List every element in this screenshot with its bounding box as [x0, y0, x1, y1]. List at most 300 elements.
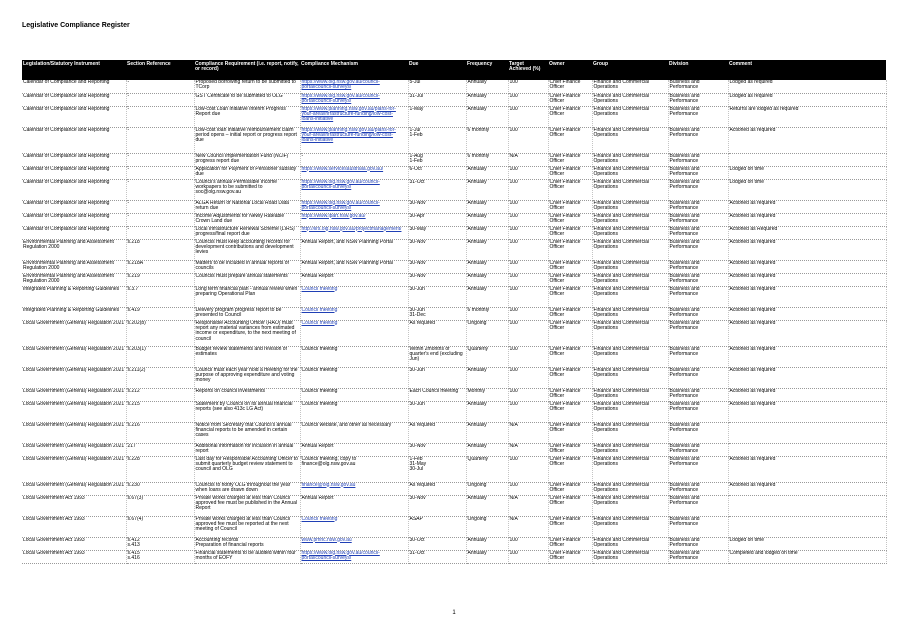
target-cell: 100: [508, 93, 548, 106]
owner-cell: Chief Finance Officer: [548, 200, 592, 213]
division-cell: Business and Performance: [668, 127, 728, 153]
division-cell: Business and Performance: [668, 226, 728, 239]
comment-cell: Lodged on time: [728, 179, 886, 200]
owner-cell: Chief Finance Officer: [548, 422, 592, 443]
legislation-cell: Calendar of Compliance and Reporting: [22, 106, 126, 127]
group-cell: Finance and Commercial Operations: [592, 179, 668, 200]
owner-cell: Chief Finance Officer: [548, 456, 592, 482]
requirement-cell: ALGA Return of National Local Road Data return due: [194, 200, 300, 213]
frequency-cell: Annually: [466, 422, 508, 443]
section-cell: -: [126, 179, 194, 200]
table-row: [22, 273, 886, 286]
frequency-cell: Annually: [466, 273, 508, 286]
section-cell: s.228: [126, 456, 194, 482]
column-header: Compliance Mechanism: [300, 60, 408, 80]
comment-cell: [728, 443, 886, 456]
mechanism-cell[interactable]: Council meeting: [300, 307, 408, 320]
requirement-cell: Statement by Council on its annual financial reports (see also 413c LG Act): [194, 401, 300, 422]
legislation-cell: Local Government (General) Regulation 2021: [22, 320, 126, 346]
comment-cell: [728, 153, 886, 166]
frequency-cell: 6 monthly: [466, 127, 508, 153]
comment-cell: Actioned as required: [728, 286, 886, 307]
mechanism-cell: Annual Report: [300, 443, 408, 456]
due-cell: As required: [408, 422, 466, 443]
mechanism-cell[interactable]: https://www.olg.nsw.gov.au/council-portal/council-surveys/: [300, 80, 408, 93]
target-cell: N/A: [508, 495, 548, 516]
owner-cell: Chief Finance Officer: [548, 226, 592, 239]
group-cell: Finance and Commercial Operations: [592, 443, 668, 456]
division-cell: Business and Performance: [668, 153, 728, 166]
table-row: [22, 179, 886, 200]
comment-cell: [728, 516, 886, 537]
division-cell: Business and Performance: [668, 286, 728, 307]
frequency-cell: Annually: [466, 286, 508, 307]
target-cell: 100: [508, 456, 548, 482]
mechanism-cell: Council meeting: [300, 346, 408, 367]
section-cell: s.419: [126, 307, 194, 320]
comment-cell: Returns are lodged as required: [728, 106, 886, 127]
group-cell: Finance and Commercial Operations: [592, 273, 668, 286]
due-cell: 31-Oct: [408, 550, 466, 563]
table-row: [22, 153, 886, 166]
table-row: [22, 346, 886, 367]
due-cell: 1-Aug 1-Feb: [408, 153, 466, 166]
legislation-cell: Local Government (General) Regulation 2021: [22, 388, 126, 401]
frequency-cell: Annually: [466, 213, 508, 226]
group-cell: Finance and Commercial Operations: [592, 550, 668, 563]
section-cell: s.216: [126, 422, 194, 443]
legislation-cell: Calendar of Compliance and Reporting: [22, 93, 126, 106]
mechanism-cell[interactable]: https://www.olg.nsw.gov.au/council-portal/council-surveys/: [300, 550, 408, 563]
comment-cell: Actioned as required: [728, 320, 886, 346]
legislation-cell: Integrated Planning & Reporting Guidelines: [22, 307, 126, 320]
due-cell: 30-May: [408, 226, 466, 239]
table-header-row: [22, 60, 886, 80]
division-cell: Business and Performance: [668, 200, 728, 213]
requirement-cell: Councils must keep accounting records for development contributions and development levies: [194, 239, 300, 260]
column-header: Compliance Requirement (i.e. report, notify, or record): [194, 60, 300, 80]
table-row: [22, 422, 886, 443]
column-header: Group: [592, 60, 668, 80]
owner-cell: Chief Finance Officer: [548, 166, 592, 179]
table-row: [22, 401, 886, 422]
target-cell: 100: [508, 127, 548, 153]
owner-cell: Chief Finance Officer: [548, 443, 592, 456]
division-cell: Business and Performance: [668, 320, 728, 346]
section-cell: s.203(1): [126, 346, 194, 367]
target-cell: 100: [508, 307, 548, 320]
section-cell: s.211(2): [126, 367, 194, 388]
target-cell: 100: [508, 482, 548, 495]
division-cell: Business and Performance: [668, 213, 728, 226]
requirement-cell: Councils to notify OLG throughout the year when loans are drawn down: [194, 482, 300, 495]
column-header: Target Achieved (%): [508, 60, 548, 80]
group-cell: Finance and Commercial Operations: [592, 80, 668, 93]
frequency-cell: 6 monthly: [466, 153, 508, 166]
requirement-cell: Budget review statements and revision of estimates: [194, 346, 300, 367]
table-row: [22, 550, 886, 563]
group-cell: Finance and Commercial Operations: [592, 166, 668, 179]
table-row: [22, 127, 886, 153]
requirement-cell: Additional information for inclusion in annual report: [194, 443, 300, 456]
legislation-cell: Calendar of Compliance and Reporting: [22, 179, 126, 200]
due-cell: 30-Apr: [408, 213, 466, 226]
division-cell: Business and Performance: [668, 307, 728, 320]
target-cell: 100: [508, 179, 548, 200]
due-cell: 31-Oct: [408, 179, 466, 200]
group-cell: Finance and Commercial Operations: [592, 106, 668, 127]
owner-cell: Chief Finance Officer: [548, 153, 592, 166]
frequency-cell: Annually: [466, 166, 508, 179]
group-cell: Finance and Commercial Operations: [592, 93, 668, 106]
mechanism-cell[interactable]: Council meeting: [300, 320, 408, 346]
frequency-cell: Annually: [466, 495, 508, 516]
group-cell: Finance and Commercial Operations: [592, 226, 668, 239]
table-row: [22, 200, 886, 213]
requirement-cell: Income Adjustments for Newly Rateable Crown Land due: [194, 213, 300, 226]
legislation-cell: Local Government (General) Regulation 2021: [22, 367, 126, 388]
requirement-cell: Delivery program progress report to be presented to Council: [194, 307, 300, 320]
owner-cell: Chief Finance Officer: [548, 106, 592, 127]
due-cell: 30-Jun: [408, 286, 466, 307]
requirement-cell: Accounting records Preparation of financial reports: [194, 537, 300, 550]
group-cell: Finance and Commercial Operations: [592, 153, 668, 166]
section-cell: -: [126, 80, 194, 93]
division-cell: Business and Performance: [668, 422, 728, 443]
target-cell: 100: [508, 537, 548, 550]
mechanism-cell[interactable]: https://www.olg.nsw.gov.au/council-portal/council-surveys/: [300, 179, 408, 200]
table-row: [22, 320, 886, 346]
frequency-cell: Annually: [466, 367, 508, 388]
due-cell: 30-Nov: [408, 200, 466, 213]
owner-cell: Chief Finance Officer: [548, 367, 592, 388]
division-cell: Business and Performance: [668, 260, 728, 273]
group-cell: Finance and Commercial Operations: [592, 401, 668, 422]
legislation-cell: Calendar of Compliance and Reporting: [22, 226, 126, 239]
comment-cell: Actioned as required: [728, 273, 886, 286]
comment-cell: Lodged on time: [728, 537, 886, 550]
frequency-cell: Quarterly: [466, 456, 508, 482]
target-cell: 100: [508, 401, 548, 422]
target-cell: 100: [508, 166, 548, 179]
owner-cell: Chief Finance Officer: [548, 179, 592, 200]
requirement-cell: Reports on council investments: [194, 388, 300, 401]
target-cell: N/A: [508, 443, 548, 456]
mechanism-cell[interactable]: Council meeting: [300, 286, 408, 307]
legislation-cell: Calendar of Compliance and Reporting: [22, 80, 126, 93]
due-cell: As required: [408, 320, 466, 346]
column-header: Owner: [548, 60, 592, 80]
target-cell: N/A: [508, 153, 548, 166]
group-cell: Finance and Commercial Operations: [592, 388, 668, 401]
due-cell: As required: [408, 482, 466, 495]
mechanism-cell[interactable]: https://www.planning.nsw.gov.au/plans-for-your-area/infrastructure-funding/low-cost-loans-initiative: [300, 106, 408, 127]
mechanism-cell: Council meeting: [300, 388, 408, 401]
section-cell: s.67(3): [126, 495, 194, 516]
mechanism-cell[interactable]: https://www.ipart.nsw.gov.au/: [300, 213, 408, 226]
group-cell: Finance and Commercial Operations: [592, 537, 668, 550]
table-row: [22, 495, 886, 516]
owner-cell: Chief Finance Officer: [548, 239, 592, 260]
comment-cell: Lodged on time: [728, 166, 886, 179]
table-row: [22, 443, 886, 456]
target-cell: 100: [508, 226, 548, 239]
mechanism-cell[interactable]: https://www.servicesaustralia.gov.au/: [300, 166, 408, 179]
owner-cell: Chief Finance Officer: [548, 80, 592, 93]
frequency-cell: Annually: [466, 401, 508, 422]
division-cell: Business and Performance: [668, 495, 728, 516]
legislation-cell: Calendar of Compliance and Reporting: [22, 213, 126, 226]
requirement-cell: Responsible Accounting Officer (RAO) must report any material variances from estimated income or expenditure, to the next meeting of council: [194, 320, 300, 346]
due-cell: Within 2months of quarter's end (excluding Jun): [408, 346, 466, 367]
legislation-cell: Environmental Planning and Assessment Regulation 2000: [22, 239, 126, 260]
group-cell: Finance and Commercial Operations: [592, 320, 668, 346]
group-cell: Finance and Commercial Operations: [592, 127, 668, 153]
division-cell: Business and Performance: [668, 516, 728, 537]
division-cell: Business and Performance: [668, 388, 728, 401]
group-cell: Finance and Commercial Operations: [592, 346, 668, 367]
comment-cell: Actioned as required: [728, 213, 886, 226]
legislation-cell: Local Government Act 1993: [22, 537, 126, 550]
comment-cell: Actioned as required: [728, 367, 886, 388]
owner-cell: Chief Finance Officer: [548, 537, 592, 550]
section-cell: 217: [126, 443, 194, 456]
target-cell: 100: [508, 200, 548, 213]
section-cell: s.215: [126, 401, 194, 422]
division-cell: Business and Performance: [668, 239, 728, 260]
column-header: Legislation/Statutory Instrument: [22, 60, 126, 80]
comment-cell: Actioned as required: [728, 260, 886, 273]
legislation-cell: Calendar of Compliance and Reporting: [22, 127, 126, 153]
group-cell: Finance and Commercial Operations: [592, 367, 668, 388]
legislation-cell: Environmental Planning and Assessment Regulation 2000: [22, 273, 126, 286]
table-row: [22, 482, 886, 495]
table-row: [22, 106, 886, 127]
comment-cell: Actioned as Required: [728, 226, 886, 239]
comment-cell: Actioned as required: [728, 401, 886, 422]
target-cell: 100: [508, 213, 548, 226]
section-cell: s.412 s.413: [126, 537, 194, 550]
legislation-cell: Local Government (General) Regulation 2021: [22, 422, 126, 443]
section-cell: s.3.7: [126, 286, 194, 307]
legislation-cell: Local Government (General) Regulation 2021: [22, 346, 126, 367]
requirement-cell: Long term financial plan - annual review when preparing Operational Plan: [194, 286, 300, 307]
legislation-cell: Calendar of Compliance and Reporting: [22, 153, 126, 166]
group-cell: Finance and Commercial Operations: [592, 239, 668, 260]
column-header: Section Reference: [126, 60, 194, 80]
target-cell: N/A: [508, 422, 548, 443]
section-cell: s.212: [126, 388, 194, 401]
requirement-cell: Proposed borrowing return to be submitted to TCorp: [194, 80, 300, 93]
frequency-cell: Annually: [466, 80, 508, 93]
column-header: Comment: [728, 60, 886, 80]
due-cell: 6-Oct: [408, 166, 466, 179]
mechanism-cell: Council meeting, copy to finance@olg.nsw.gov.au: [300, 456, 408, 482]
division-cell: Business and Performance: [668, 93, 728, 106]
division-cell: Business and Performance: [668, 179, 728, 200]
division-cell: Business and Performance: [668, 537, 728, 550]
frequency-cell: Annually: [466, 226, 508, 239]
owner-cell: Chief Finance Officer: [548, 213, 592, 226]
mechanism-cell: Annual Report: [300, 495, 408, 516]
division-cell: Business and Performance: [668, 482, 728, 495]
division-cell: Business and Performance: [668, 401, 728, 422]
frequency-cell: Annually: [466, 200, 508, 213]
group-cell: Finance and Commercial Operations: [592, 482, 668, 495]
owner-cell: Chief Finance Officer: [548, 346, 592, 367]
division-cell: Business and Performance: [668, 550, 728, 563]
due-cell: ASAP: [408, 516, 466, 537]
comment-cell: Actioned as required: [728, 388, 886, 401]
legislation-cell: Local Government Act 1993: [22, 550, 126, 563]
requirement-cell: Council's annual Permissible Income workpapers to be submitted to soc@olg.nsw.gov.au: [194, 179, 300, 200]
compliance-register-table: [22, 60, 887, 564]
target-cell: 100: [508, 346, 548, 367]
column-header: Due: [408, 60, 466, 80]
table-row: [22, 80, 886, 93]
owner-cell: Chief Finance Officer: [548, 127, 592, 153]
target-cell: 100: [508, 239, 548, 260]
comment-cell: Actioned as required: [728, 200, 886, 213]
due-cell: 31-Jul: [408, 93, 466, 106]
group-cell: Finance and Commercial Operations: [592, 422, 668, 443]
legislation-cell: Local Government Act 1993: [22, 516, 126, 537]
mechanism-cell[interactable]: https://www.planning.nsw.gov.au/plans-for-your-area/infrastructure-funding/low-cost-loans-initiative: [300, 127, 408, 153]
section-cell: s.219: [126, 273, 194, 286]
requirement-cell: Notice from Secretary that Council's annual financial reports to be amended in certain cases: [194, 422, 300, 443]
frequency-cell: Annually: [466, 239, 508, 260]
requirement-cell: Private works charged at less than Council approved fee must be reported at the next meeting of Council: [194, 516, 300, 537]
frequency-cell: Annually: [466, 106, 508, 127]
division-cell: Business and Performance: [668, 367, 728, 388]
owner-cell: Chief Finance Officer: [548, 550, 592, 563]
owner-cell: Chief Finance Officer: [548, 388, 592, 401]
mechanism-cell[interactable]: www.pmhc.nsw.gov.au: [300, 537, 408, 550]
mechanism-cell: Council meeting: [300, 401, 408, 422]
requirement-cell: Low-cost Loan Initiative Interim Progress Report due: [194, 106, 300, 127]
mechanism-cell[interactable]: https://www.olg.nsw.gov.au/council-portal/council-surveys/: [300, 200, 408, 213]
frequency-cell: Annually: [466, 179, 508, 200]
section-cell: -: [126, 166, 194, 179]
comment-cell: Completed and lodged on time: [728, 550, 886, 563]
legislation-cell: Local Government (General) Regulation 2021: [22, 401, 126, 422]
section-cell: -: [126, 153, 194, 166]
due-cell: 30-Nov: [408, 443, 466, 456]
mechanism-cell: Annual Report: [300, 273, 408, 286]
requirement-cell: Council must each year hold a meeting for the purpose of approving expenditure and voting money: [194, 367, 300, 388]
mechanism-cell[interactable]: Council meeting: [300, 516, 408, 537]
legislation-cell: Calendar of Compliance and Reporting: [22, 166, 126, 179]
requirement-cell: Private works charged at less than Council approved fee must be published in the Annual Report: [194, 495, 300, 516]
requirement-cell: GST Certificate to be submitted to OLG: [194, 93, 300, 106]
group-cell: Finance and Commercial Operations: [592, 213, 668, 226]
due-cell: 1-Jul 1-Feb: [408, 127, 466, 153]
requirement-cell: Last day for Responsible Accounting Officer to submit quarterly budget review statement to council and OLG: [194, 456, 300, 482]
section-cell: s.230: [126, 482, 194, 495]
table-row: [22, 516, 886, 537]
division-cell: Business and Performance: [668, 80, 728, 93]
requirement-cell: Application for Payment of Pensioner subsidy due: [194, 166, 300, 179]
frequency-cell: Annually: [466, 260, 508, 273]
comment-cell: Actioned as required: [728, 456, 886, 482]
mechanism-cell[interactable]: finance@olg.nsw.gov.au: [300, 482, 408, 495]
table-row: [22, 388, 886, 401]
frequency-cell: Ongoing: [466, 482, 508, 495]
target-cell: 100: [508, 367, 548, 388]
section-cell: -: [126, 213, 194, 226]
frequency-cell: Ongoing: [466, 320, 508, 346]
owner-cell: Chief Finance Officer: [548, 320, 592, 346]
due-cell: 30-Jun 31-Dec: [408, 307, 466, 320]
due-cell: 5-Jul: [408, 80, 466, 93]
legislation-cell: Environmental Planning and Assessment Regulation 2000: [22, 260, 126, 273]
target-cell: 100: [508, 320, 548, 346]
owner-cell: Chief Finance Officer: [548, 273, 592, 286]
table-row: [22, 226, 886, 239]
division-cell: Business and Performance: [668, 346, 728, 367]
division-cell: Business and Performance: [668, 166, 728, 179]
owner-cell: Chief Finance Officer: [548, 260, 592, 273]
section-cell: s.218A: [126, 260, 194, 273]
target-cell: 100: [508, 286, 548, 307]
section-cell: s.202(b): [126, 320, 194, 346]
target-cell: 100: [508, 106, 548, 127]
frequency-cell: 6 monthly: [466, 307, 508, 320]
section-cell: -: [126, 93, 194, 106]
comment-cell: Actioned as required: [728, 239, 886, 260]
owner-cell: Chief Finance Officer: [548, 516, 592, 537]
target-cell: 100: [508, 260, 548, 273]
page-title: Legislative Compliance Register: [22, 22, 130, 29]
mechanism-cell[interactable]: http://lirs.olg.nsw.gov.au/projectmanagement/: [300, 226, 408, 239]
table-row: [22, 93, 886, 106]
requirement-cell: Low-cost loan initiative reimbursement claim period opens – initial report or progress report due: [194, 127, 300, 153]
column-header: Division: [668, 60, 728, 80]
section-cell: s.415 s.416: [126, 550, 194, 563]
due-cell: 30-Nov: [408, 260, 466, 273]
requirement-cell: Councils must prepare annual statements: [194, 273, 300, 286]
target-cell: 100: [508, 273, 548, 286]
table-body: [22, 80, 886, 563]
requirement-cell: Financial statements to be audited within four months of EOFY: [194, 550, 300, 563]
legislation-cell: Calendar of Compliance and Reporting: [22, 200, 126, 213]
frequency-cell: Ongoing: [466, 516, 508, 537]
table-row: [22, 307, 886, 320]
group-cell: Finance and Commercial Operations: [592, 260, 668, 273]
section-cell: -: [126, 127, 194, 153]
table-row: [22, 367, 886, 388]
target-cell: 100: [508, 80, 548, 93]
due-cell: 30-Jun: [408, 367, 466, 388]
group-cell: Finance and Commercial Operations: [592, 200, 668, 213]
owner-cell: Chief Finance Officer: [548, 495, 592, 516]
table-row: [22, 260, 886, 273]
table-row: [22, 166, 886, 179]
table-row: [22, 213, 886, 226]
comment-cell: Actioned as required: [728, 346, 886, 367]
section-cell: -: [126, 106, 194, 127]
legislation-cell: Local Government (General) Regulation 2021: [22, 482, 126, 495]
owner-cell: Chief Finance Officer: [548, 286, 592, 307]
section-cell: -: [126, 200, 194, 213]
frequency-cell: Annually: [466, 443, 508, 456]
comment-cell: [728, 495, 886, 516]
mechanism-cell[interactable]: https://www.olg.nsw.gov.au/council-portal/council-surveys/: [300, 93, 408, 106]
due-cell: 1-May: [408, 106, 466, 127]
due-cell: Each Council meeting: [408, 388, 466, 401]
requirement-cell: New Council Implementation Fund (NCIF) progress report due: [194, 153, 300, 166]
comment-cell: [728, 422, 886, 443]
